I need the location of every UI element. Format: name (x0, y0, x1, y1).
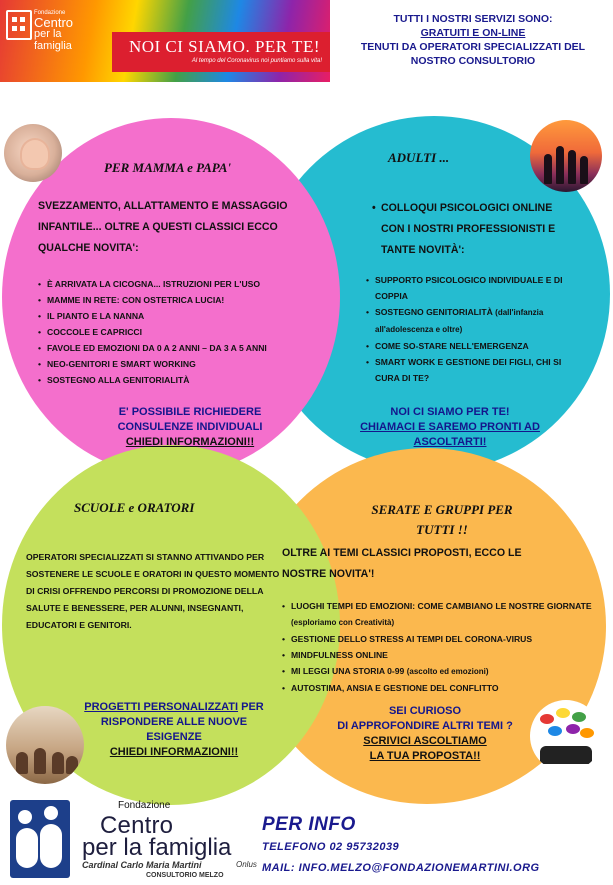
list-item: • MAMME IN RETE: CON OSTETRICA LUCIA! (38, 292, 328, 308)
adulti-intro: • COLLOQUI PSICOLOGICI ONLINE CON I NOSTRI PROFESSIONISTI E TANTE NOVITÀ': (372, 202, 556, 256)
banner-subtitle: Al tempo del Coronavirus noi puntiamo sulla vita! (191, 58, 322, 64)
mamma-papa-intro: SVEZZAMENTO, ALLATTAMENTO E MASSAGGIO INFANTILE... OLTRE A QUESTI CLASSICI ECCO QUALCHE NOVITA': (38, 200, 288, 254)
serate-cta (330, 704, 520, 764)
cta-line: RISPONDERE ALLE NUOVE (100, 716, 248, 728)
foundation-name (76, 800, 256, 880)
serate-intro: OLTRE AI TEMI CLASSICI PROPOSTI, ECCO LE NOSTRE NOVITA'! (282, 547, 522, 580)
cta-link[interactable]: CHIAMACI E SAREMO PRONTI AD (360, 421, 540, 433)
scuole-body: OPERATORI SPECIALIZZATI SI STANNO ATTIVANDO PER SOSTENERE LE SCUOLE E ORATORI IN QUESTO MOMENTO DI CRISI OFFRENDO PERCORSI DI PROMOZIONE DELLA SALUTE E BENESSERE, PER ALUNNI, INSEGNANTI, EDUCATORI E GENITORI. (26, 552, 280, 630)
cta-link[interactable]: LA TUA PROPOSTA!! (369, 750, 481, 762)
cta-link[interactable]: CHIEDI INFORMAZIONI!! (125, 436, 255, 448)
cta-line: NOI CI SIAMO PER TE! (390, 406, 510, 418)
cta-line: PER (238, 701, 264, 713)
foundation-centro: Centro (100, 812, 174, 839)
banner-title: NOI CI SIAMO. PER TE! (128, 37, 320, 56)
adulti-title: ADULTI ... (388, 150, 450, 165)
scuole-title: SCUOLE e ORATORI (74, 500, 195, 515)
list-item (366, 354, 588, 386)
list-item: • FAVOLE ED EMOZIONI DA 0 A 2 ANNI – DA 3 A 5 ANNI (38, 340, 328, 356)
foundation-famiglia: per la famiglia (82, 834, 232, 861)
phone-number[interactable]: TELEFONO 02 95732039 (262, 841, 400, 853)
list-item (366, 272, 588, 304)
list-item (366, 338, 588, 354)
foundation-onlus: Onlus (236, 860, 257, 869)
cta-line: E' POSSIBILE RICHIEDERE (118, 406, 262, 418)
list-item: • COCCOLE E CAPRICCI (38, 324, 328, 340)
adulti-intro-text: COLLOQUI PSICOLOGICI ONLINE CON I NOSTRI PROFESSIONISTI E TANTE NOVITÀ': (381, 202, 556, 256)
serate-title-line: SERATE E GRUPPI PER (371, 502, 513, 517)
list-item: • SOSTEGNO ALLA GENITORIALITÀ (38, 372, 328, 388)
serate-list (282, 598, 592, 696)
list-item-note: (ascolto ed emozioni) (406, 667, 489, 676)
cta-link[interactable]: SCRIVICI ASCOLTIAMO (363, 735, 487, 747)
list-item: • È ARRIVATA LA CICOGNA... ISTRUZIONI PER L'USO (38, 276, 328, 292)
list-item-text: COME SO-STARE NELL'EMERGENZA (375, 341, 529, 351)
list-item-text: SMART WORK E GESTIONE DEI FIGLI, CHI SI CURA DI TE? (375, 357, 562, 383)
list-item-text: GESTIONE DELLO STRESS AI TEMPI DEL CORONA-VIRUS (291, 634, 533, 644)
email-address[interactable]: MAIL: INFO.MELZO@FONDAZIONEMARTINI.ORG (262, 862, 540, 874)
list-item-text: MI LEGGI UNA STORIA 0-99 (291, 666, 407, 676)
list-item (282, 598, 592, 631)
scuole-cta (74, 700, 274, 760)
speech-bubbles-people-icon (530, 700, 602, 772)
list-item-text: LUOGHI TEMPI ED EMOZIONI: COME CAMBIANO LE NOSTRE GIORNATE (291, 601, 592, 611)
list-item (282, 663, 592, 680)
cta-line: SEI CURIOSO (388, 705, 462, 717)
list-item-note: (esploriamo con Creatività) (291, 618, 395, 627)
centro-famiglia-logo (6, 6, 98, 52)
cta-link[interactable]: CHIEDI INFORMAZIONI!! (109, 746, 239, 758)
family-silhouette-photo-icon (530, 120, 602, 192)
noi-ci-siamo-banner (112, 32, 330, 72)
adulti-cta (330, 405, 570, 450)
serate-title-line: TUTTI !! (416, 522, 468, 537)
intro-line: TENUTI DA OPERATORI SPECIALIZZATI DEL (360, 41, 586, 53)
list-item (282, 680, 592, 696)
list-item (282, 631, 592, 647)
list-item-text: MINDFULNESS ONLINE (291, 650, 388, 660)
intro-line: TUTTI I NOSTRI SERVIZI SONO: (393, 13, 553, 25)
foundation-small: Fondazione (118, 800, 171, 811)
list-item-text: SUPPORTO PSICOLOGICO INDIVIDUALE E DI COPPIA (375, 275, 563, 301)
intro-line-underlined: GRATUITI E ON-LINE (420, 27, 526, 39)
building-icon (6, 10, 32, 40)
list-item-note: (dall'infanzia all'adolescenza e oltre) (375, 308, 544, 334)
cta-link[interactable]: ASCOLTARTI! (413, 436, 487, 448)
mamma-papa-cta (60, 405, 320, 450)
services-intro (338, 12, 608, 68)
foundation-cardinal: Cardinal Carlo Maria Martini (82, 860, 202, 870)
per-info-title: PER INFO (262, 814, 356, 835)
list-item-text: AUTOSTIMA, ANSIA E GESTIONE DEL CONFLITTO (291, 683, 499, 693)
list-item-text: SOSTEGNO GENITORIALITÀ (375, 307, 496, 317)
list-item (282, 647, 592, 663)
list-item (366, 304, 588, 338)
cta-line: DI APPROFONDIRE ALTRI TEMI ? (337, 720, 513, 732)
logo-small-text: Fondazione (34, 10, 66, 16)
intro-line: NOSTRO CONSULTORIO (410, 55, 536, 67)
list-item: • NEO-GENITORI E SMART WORKING (38, 356, 328, 372)
list-item: • IL PIANTO E LA NANNA (38, 308, 328, 324)
mamma-papa-list (38, 276, 328, 388)
serate-title (332, 500, 552, 540)
classroom-photo-icon (6, 706, 84, 784)
logo-line2: per la famiglia (34, 28, 72, 52)
header-banner (0, 0, 330, 82)
cta-line: ESIGENZE (146, 731, 202, 743)
mamma-papa-title: PER MAMMA e PAPA' (104, 160, 232, 175)
consultorio-name: CONSULTORIO MELZO (146, 872, 224, 879)
cta-line: CONSULENZE INDIVIDUALI (117, 421, 263, 433)
adulti-list (366, 272, 588, 386)
baby-feet-photo-icon (4, 124, 62, 182)
cta-link[interactable]: PROGETTI PERSONALIZZATI (84, 701, 239, 713)
foundation-logo-icon (10, 800, 70, 878)
logo-line1: Centro (34, 15, 74, 30)
